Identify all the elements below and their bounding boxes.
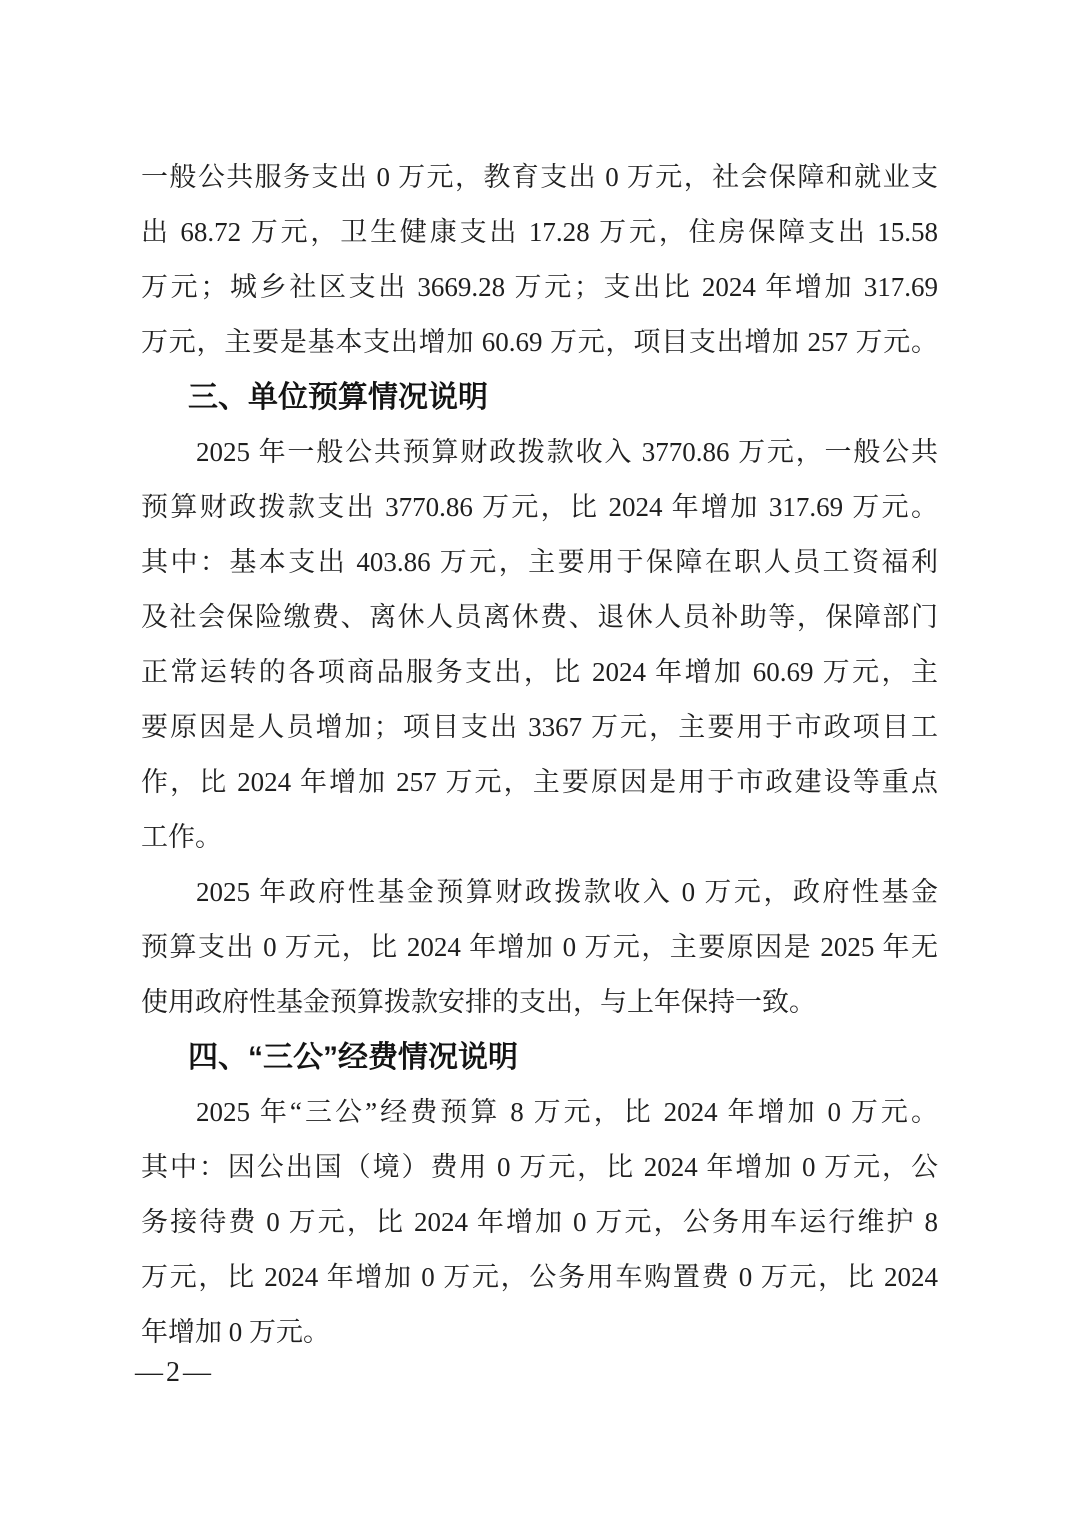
paragraph-government-fund-budget [141, 865, 938, 1030]
text-line: 预算支出 0 万元，比 2024 年增加 0 万元，主要原因是 2025 年无 [141, 932, 938, 962]
text-line: 万元；城乡社区支出 3669.28 万元；支出比 2024 年增加 317.69 [141, 272, 938, 302]
text-line: 万元，比 2024 年增加 0 万元，公务用车购置费 0 万元，比 2024 [141, 1262, 938, 1292]
text-line: 作，比 2024 年增加 257 万元，主要原因是用于市政建设等重点 [141, 767, 938, 797]
text-line: 万元，主要是基本支出增加 60.69 万元，项目支出增加 257 万元。 [141, 327, 938, 357]
text-line: 年增加 0 万元。 [141, 1317, 330, 1347]
text-line: 预算财政拨款支出 3770.86 万元，比 2024 年增加 317.69 万元。 [141, 492, 938, 522]
text-line: 要原因是人员增加；项目支出 3367 万元，主要用于市政项目工 [141, 712, 938, 742]
page-content [141, 150, 938, 1360]
text-line: 工作。 [141, 822, 222, 852]
text-line: 2025 年一般公共预算财政拨款收入 3770.86 万元，一般公共 [196, 437, 938, 467]
paragraph-expenditure-summary [141, 150, 938, 370]
paragraph-three-public-funds-details [141, 1085, 938, 1360]
section-heading: 四、“三公”经费情况说明 [188, 1041, 518, 1074]
text-line: 其中：基本支出 403.86 万元，主要用于保障在职人员工资福利 [141, 547, 938, 577]
paragraph-unit-budget-details [141, 425, 938, 865]
text-line: 2025 年政府性基金预算财政拨款收入 0 万元，政府性基金 [196, 877, 938, 907]
section-heading: 三、单位预算情况说明 [188, 381, 488, 414]
heading-section-3-unit-budget [141, 370, 938, 425]
text-line: 务接待费 0 万元，比 2024 年增加 0 万元，公务用车运行维护 8 [141, 1207, 938, 1237]
text-line: 及社会保险缴费、离休人员离休费、退休人员补助等，保障部门 [141, 602, 938, 632]
heading-section-4-three-public-funds [141, 1030, 938, 1085]
text-line: 正常运转的各项商品服务支出，比 2024 年增加 60.69 万元，主 [141, 657, 938, 687]
text-line: 2025 年“三公”经费预算 8 万元，比 2024 年增加 0 万元。 [196, 1097, 938, 1127]
text-line: 出 68.72 万元，卫生健康支出 17.28 万元，住房保障支出 15.58 [141, 217, 938, 247]
page-number: —2— [135, 1357, 214, 1388]
text-line: 使用政府性基金预算拨款安排的支出，与上年保持一致。 [141, 987, 816, 1017]
text-line: 一般公共服务支出 0 万元，教育支出 0 万元，社会保障和就业支 [141, 162, 938, 192]
text-line: 其中：因公出国（境）费用 0 万元，比 2024 年增加 0 万元，公 [141, 1152, 938, 1182]
